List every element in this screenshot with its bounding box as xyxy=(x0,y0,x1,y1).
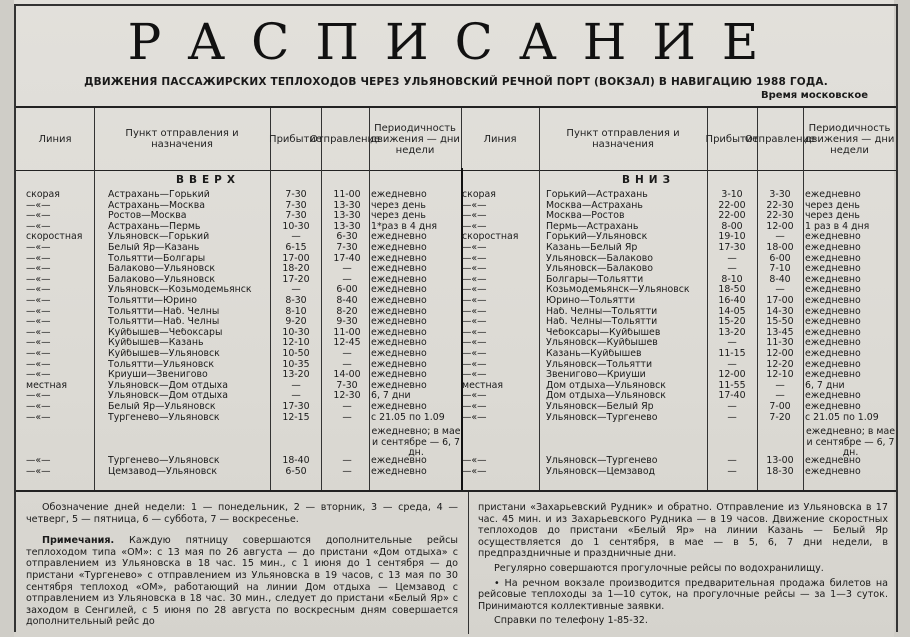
down-dep-cell: 22-30 xyxy=(766,200,794,211)
down-dep-cell: 12-00 xyxy=(766,221,794,232)
down-line-cell: —«— xyxy=(462,211,487,222)
up-line-cell: —«— xyxy=(26,317,51,328)
up-arr-cell: 6-15 xyxy=(285,243,307,253)
down-route-cell: Звенигово—Криуши xyxy=(546,370,646,381)
down-line-cell: местная xyxy=(462,380,503,391)
header-periodicity: Периодичность движения — дни недели xyxy=(369,108,462,170)
up-dep-cell: 8-20 xyxy=(336,306,358,317)
down-per-cell: ежедневно xyxy=(805,317,861,328)
down-per-cell: 6, 7 дни xyxy=(805,380,845,391)
down-line-cell: —«— xyxy=(462,200,487,211)
up-route-cell: Ростов—Москва xyxy=(108,211,187,222)
up-line-cell: —«— xyxy=(26,221,51,232)
up-arr-cell: 6-50 xyxy=(285,466,307,477)
down-line-cell: —«— xyxy=(462,349,487,359)
down-dep-cell: — xyxy=(775,391,785,402)
down-per-cell: ежедневно xyxy=(805,296,861,306)
up-per-cell: через день xyxy=(371,211,426,222)
down-arr-cell: 16-40 xyxy=(718,296,746,306)
up-line-cell: —«— xyxy=(26,466,51,477)
up-line-cell: —«— xyxy=(26,285,51,296)
down-line-cell: —«— xyxy=(462,412,487,423)
down-per-cell: ежедневно xyxy=(805,391,861,402)
up-per-cell: ежедневно xyxy=(371,243,427,253)
up-line-cell: —«— xyxy=(26,370,51,381)
up-dep-cell: — xyxy=(342,402,352,412)
up-line-cell: —«— xyxy=(26,412,51,423)
down-per-cell: через день xyxy=(805,200,860,211)
up-per-cell: ежедневно xyxy=(371,274,427,285)
up-dep-cell: 7-30 xyxy=(336,243,358,253)
down-per-cell: ежедневно xyxy=(805,285,861,296)
down-line-cell: —«— xyxy=(462,221,487,232)
down-dep-cell: 18-30 xyxy=(766,466,794,477)
down-line-cell: —«— xyxy=(462,243,487,253)
down-route-cell: Дом отдыха—Ульяновск xyxy=(546,391,666,402)
down-per-cell: ежедневно xyxy=(805,466,861,477)
up-route-cell: Ульяновск—Дом отдыха xyxy=(108,391,228,402)
up-dep-cell: — xyxy=(342,456,352,466)
up-arr-cell: 10-50 xyxy=(282,349,310,359)
down-route-cell: Москва—Астрахань xyxy=(546,200,643,211)
down-per-cell: ежедневно xyxy=(805,232,861,243)
up-line-cell: —«— xyxy=(26,211,51,222)
table-header xyxy=(16,106,896,171)
up-per-cell: ежедневно xyxy=(371,317,427,328)
up-per-cell: ежедневно xyxy=(371,296,427,306)
up-line-cell: —«— xyxy=(26,264,51,275)
down-route-cell: Ульяновск—Тургенево xyxy=(546,456,658,466)
up-route-cell: Цемзавод—Ульяновск xyxy=(108,466,218,477)
down-dep-cell: 11-30 xyxy=(766,338,794,349)
down-dep-cell: 22-30 xyxy=(766,211,794,222)
up-arr-cell: — xyxy=(291,380,301,391)
down-per-cell: ежедневно xyxy=(805,338,861,349)
down-route-cell: Ульяновск—Куйбышев xyxy=(546,338,658,349)
header-line: Линия xyxy=(16,108,95,170)
down-row xyxy=(16,370,896,381)
down-route-cell: Юрино—Тольятти xyxy=(546,296,636,306)
up-route-cell: Астрахань—Москва xyxy=(108,200,205,211)
up-route-cell: Тургенево—Ульяновск xyxy=(108,456,220,466)
up-arr-cell: 12-10 xyxy=(282,338,310,349)
down-per-cell: 1 раз в 4 дня xyxy=(805,221,870,232)
up-line-cell: —«— xyxy=(26,296,51,306)
down-line-cell: —«— xyxy=(462,253,487,264)
up-arr-cell: 8-30 xyxy=(285,296,307,306)
up-per-cell: 6, 7 дни xyxy=(371,391,411,402)
header-route: Пункт отправления и назначения xyxy=(94,108,271,170)
up-line-cell: местная xyxy=(26,380,67,391)
down-arr-cell: 11-15 xyxy=(718,349,746,359)
down-dep-cell: 8-40 xyxy=(769,274,791,285)
down-per-cell: с 21.05 по 1.09 xyxy=(805,412,879,423)
up-per-cell: ежедневно xyxy=(371,402,427,412)
down-route-cell: Чебоксары—Куйбышев xyxy=(546,327,661,338)
page-title: РАСПИСАНИЕ xyxy=(127,13,785,71)
down-row xyxy=(16,243,896,254)
up-arr-cell: 12-15 xyxy=(282,412,310,423)
down-route-cell: Горький—Астрахань xyxy=(546,190,648,200)
up-arr-cell: 7-30 xyxy=(285,190,307,200)
up-route-cell: Тольятти—Ульяновск xyxy=(108,359,215,370)
up-route-cell: Астрахань—Горький xyxy=(108,190,210,200)
down-per-cell: ежедневно xyxy=(805,349,861,359)
up-dep-cell: 13-30 xyxy=(333,221,361,232)
down-per-cell: ежедневно xyxy=(805,306,861,317)
up-route-cell: Криуши—Звенигово xyxy=(108,370,208,381)
down-arr-cell: 3-10 xyxy=(721,190,743,200)
down-periodicity-note: ежедневно; в мае и сентябре — 6, 7 дн. xyxy=(806,426,895,459)
down-per-cell: ежедневно xyxy=(805,190,861,200)
up-line-cell: —«— xyxy=(26,327,51,338)
down-row xyxy=(16,391,896,402)
down-route-cell: Ульяновск—Белый Яр xyxy=(546,402,654,412)
up-per-cell: ежедневно xyxy=(371,466,427,477)
down-line-cell: —«— xyxy=(462,456,487,466)
down-route-cell: Казань—Белый Яр xyxy=(546,243,638,253)
down-arr-cell: 12-00 xyxy=(718,370,746,381)
down-line-cell: —«— xyxy=(462,402,487,412)
down-dep-cell: 12-10 xyxy=(766,370,794,381)
down-route-cell: Ульяновск—Балаково xyxy=(546,264,654,275)
up-route-cell: Куйбышев—Казань xyxy=(108,338,204,349)
header-line-2: Линия xyxy=(461,108,540,170)
notes-text: Каждую пятницу совершаются дополнительные рейсы теплоходом типа «ОМ»: с 13 мая по 26 августа — до пристани «Дом отдыха» с отправлением из Ульяновска в 18 час. 15 мин., с 1 июня до 1 сентября — до пристани «Тургенево» с отправлением из Ульяновска в 19 часов, с 13 мая по 30 сентября теплоход «ОМ», работающий на линии Дом отдыха — Цемзавод с отправлением из Ульяновска в 18 час. 30 мин., следует до пристани «Белый Яр» с заходом в Сенгилей, с 5 июня по 28 августа по воскресным дням совершается дополнительный рейс до xyxy=(26,535,458,628)
up-route-cell: Куйбышев—Чебоксары xyxy=(108,327,223,338)
up-periodicity-note: ежедневно; в мае и сентябре — 6, 7 дн. xyxy=(371,426,461,459)
down-arr-cell: 15-20 xyxy=(718,317,746,328)
days-legend: Обозначение дней недели: 1 — понедельник, 2 — вторник, 3 — среда, 4 — четверг, 5 — пятница, 6 — суббота, 7 — воскресенье. xyxy=(26,502,458,525)
down-row xyxy=(16,190,896,201)
up-line-cell: —«— xyxy=(26,274,51,285)
down-arr-cell: 13-20 xyxy=(718,327,746,338)
up-line-cell: скорая xyxy=(26,190,60,200)
down-dep-cell: 18-00 xyxy=(766,243,794,253)
down-row xyxy=(16,264,896,275)
section-up-label: ВВЕРХ xyxy=(176,174,240,186)
up-per-cell: ежедневно xyxy=(371,338,427,349)
schedule-frame xyxy=(14,4,898,632)
page-subtitle: ДВИЖЕНИЯ ПАССАЖИРСКИХ ТЕПЛОХОДОВ ЧЕРЕЗ УЛЬЯНОВСКИЙ РЕЧНОЙ ПОРТ (ВОКЗАЛ) В НАВИГАЦИЮ 1988 ГОДА. xyxy=(84,76,828,88)
down-dep-cell: 12-20 xyxy=(766,359,794,370)
up-per-cell: ежедневно xyxy=(371,264,427,275)
up-arr-cell: — xyxy=(291,285,301,296)
up-dep-cell: 12-45 xyxy=(333,338,361,349)
up-route-cell: Тольятти—Болгары xyxy=(108,253,206,264)
down-row xyxy=(16,338,896,349)
down-dep-cell: 7-20 xyxy=(769,412,791,423)
footer-notes xyxy=(16,490,896,634)
up-arr-cell: 17-30 xyxy=(282,402,310,412)
header-periodicity-2: Периодичность движения — дни недели xyxy=(804,122,895,156)
up-per-cell: ежедневно xyxy=(371,359,427,370)
down-row xyxy=(16,201,896,212)
down-line-cell: —«— xyxy=(462,338,487,349)
down-arr-cell: 17-30 xyxy=(718,243,746,253)
up-arr-cell: 18-40 xyxy=(282,456,310,466)
down-route-cell: Казань—Куйбышев xyxy=(546,349,642,359)
down-line-cell: —«— xyxy=(462,327,487,338)
down-dep-cell: — xyxy=(775,380,785,391)
up-arr-cell: 13-20 xyxy=(282,370,310,381)
down-line-cell: —«— xyxy=(462,391,487,402)
down-per-cell: через день xyxy=(805,211,860,222)
down-per-cell: ежедневно xyxy=(805,243,861,253)
down-arr-cell: 22-00 xyxy=(718,211,746,222)
up-line-cell: —«— xyxy=(26,253,51,264)
down-dep-cell: 3-30 xyxy=(769,190,791,200)
down-arr-cell: 19-10 xyxy=(718,232,746,243)
up-line-cell: —«— xyxy=(26,402,51,412)
up-dep-cell: — xyxy=(342,466,352,477)
section-down-label: ВНИЗ xyxy=(622,174,676,186)
up-dep-cell: 11-00 xyxy=(333,190,361,200)
up-dep-cell: — xyxy=(342,359,352,370)
down-dep-cell: 14-30 xyxy=(766,306,794,317)
down-arr-cell: 18-50 xyxy=(718,285,746,296)
up-per-cell: 1*раз в 4 дня xyxy=(371,221,438,232)
up-arr-cell: 17-20 xyxy=(282,274,310,285)
up-arr-cell: 10-30 xyxy=(282,327,310,338)
up-route-cell: Астрахань—Пермь xyxy=(108,221,201,232)
down-row xyxy=(16,402,896,413)
down-dep-cell: 15-50 xyxy=(766,317,794,328)
up-arr-cell: 10-35 xyxy=(282,359,310,370)
down-dep-cell: 17-00 xyxy=(766,296,794,306)
down-row xyxy=(16,222,896,233)
up-arr-cell: — xyxy=(291,391,301,402)
up-per-cell: ежедневно xyxy=(371,380,427,391)
down-per-cell: ежедневно xyxy=(805,370,861,381)
down-row xyxy=(16,328,896,339)
down-arr-cell: — xyxy=(727,456,737,466)
down-row xyxy=(16,275,896,286)
down-line-cell: —«— xyxy=(462,306,487,317)
down-line-cell: скоростная xyxy=(462,232,519,243)
up-dep-cell: 12-30 xyxy=(333,391,361,402)
up-route-cell: Тольятти—Наб. Челны xyxy=(108,317,220,328)
down-arr-cell: 17-40 xyxy=(718,391,746,402)
up-arr-cell: 7-30 xyxy=(285,211,307,222)
down-per-cell: ежедневно xyxy=(805,359,861,370)
down-row xyxy=(16,232,896,243)
up-dep-cell: 6-30 xyxy=(336,232,358,243)
down-route-cell: Ульяновск—Балаково xyxy=(546,253,654,264)
down-route-cell: Горький—Ульяновск xyxy=(546,232,648,243)
down-per-cell: ежедневно xyxy=(805,402,861,412)
down-arr-cell: — xyxy=(727,412,737,423)
up-dep-cell: 13-30 xyxy=(333,211,361,222)
down-dep-cell: 7-00 xyxy=(769,402,791,412)
up-line-cell: —«— xyxy=(26,306,51,317)
up-dep-cell: 9-30 xyxy=(336,317,358,328)
header-departure: Отправление xyxy=(321,108,370,170)
down-route-cell: Наб. Челны—Тольятти xyxy=(546,306,658,317)
down-line-cell: —«— xyxy=(462,466,487,477)
down-line-cell: —«— xyxy=(462,264,487,275)
down-row xyxy=(16,317,896,328)
footer-left xyxy=(26,502,458,628)
down-arr-cell: — xyxy=(727,402,737,412)
down-dep-cell: — xyxy=(775,232,785,243)
down-route-cell: Дом отдыха—Ульяновск xyxy=(546,380,666,391)
down-line-cell: —«— xyxy=(462,317,487,328)
up-route-cell: Куйбышев—Ульяновск xyxy=(108,349,220,359)
down-line-cell: —«— xyxy=(462,370,487,381)
up-route-cell: Тольятти—Наб. Челны xyxy=(108,306,220,317)
down-row xyxy=(16,285,896,296)
down-row xyxy=(16,467,896,478)
up-dep-cell: — xyxy=(342,264,352,275)
down-per-cell: ежедневно xyxy=(805,253,861,264)
down-arr-cell: — xyxy=(727,338,737,349)
up-line-cell: —«— xyxy=(26,391,51,402)
down-dep-cell: 7-10 xyxy=(769,264,791,275)
down-row xyxy=(16,296,896,307)
up-per-cell: с 21.05 по 1.09 xyxy=(371,412,445,423)
up-line-cell: —«— xyxy=(26,243,51,253)
down-arr-cell: 11-55 xyxy=(718,380,746,391)
up-route-cell: Белый Яр—Казань xyxy=(108,243,200,253)
down-route-cell: Козьмодемьянск—Ульяновск xyxy=(546,285,690,296)
up-per-cell: ежедневно xyxy=(371,306,427,317)
up-dep-cell: 14-00 xyxy=(333,370,361,381)
down-arr-cell: 8-10 xyxy=(721,274,743,285)
up-arr-cell: 9-20 xyxy=(285,317,307,328)
header-route-2: Пункт отправления и назначения xyxy=(539,108,708,170)
header-departure-2: Отправление xyxy=(757,108,804,170)
up-line-cell: —«— xyxy=(26,200,51,211)
footer-divider xyxy=(468,492,469,634)
up-route-cell: Тургенево—Ульяновск xyxy=(108,412,220,423)
down-route-cell: Москва—Ростов xyxy=(546,211,625,222)
up-dep-cell: — xyxy=(342,412,352,423)
up-dep-cell: 7-30 xyxy=(336,380,358,391)
up-dep-cell: — xyxy=(342,349,352,359)
up-dep-cell: 13-30 xyxy=(333,200,361,211)
down-line-cell: —«— xyxy=(462,274,487,285)
down-line-cell: —«— xyxy=(462,359,487,370)
notes-continuation: пристани «Захарьевский Рудник» и обратно. Отправление из Ульяновска в 17 час. 45 мин. и из Захарьевского Рудника — в 19 часов. Движение скоростных теплоходов до пристани «Белый Яр» на линии Казань — Белый Яр осуществляется до 1 сентября, в мае — в 5, 6, 7 дни недели, в предпраздничные и праздничные дни. xyxy=(478,502,888,560)
notes-paragraph xyxy=(26,535,458,628)
up-route-cell: Тольятти—Юрино xyxy=(108,296,198,306)
down-dep-cell: — xyxy=(775,285,785,296)
down-row xyxy=(16,381,896,392)
up-dep-cell: 17-40 xyxy=(333,253,361,264)
down-arr-cell: — xyxy=(727,466,737,477)
up-dep-cell: — xyxy=(342,274,352,285)
ticket-note: • На речном вокзале производится предварительная продажа билетов на рейсовые теплоходы за 1—10 суток, на прогулочные рейсы — за 1—3 суток. Принимаются коллективные заявки. xyxy=(478,577,888,612)
up-per-cell: ежедневно xyxy=(371,285,427,296)
down-row xyxy=(16,307,896,318)
up-line-cell: —«— xyxy=(26,338,51,349)
down-line-cell: —«— xyxy=(462,296,487,306)
up-line-cell: —«— xyxy=(26,359,51,370)
header-arrival: Прибытие xyxy=(270,108,322,170)
down-route-cell: Наб. Челны—Тольятти xyxy=(546,317,658,328)
down-per-cell: ежедневно xyxy=(805,327,861,338)
down-dep-cell: 13-45 xyxy=(766,327,794,338)
up-line-cell: —«— xyxy=(26,456,51,466)
down-per-cell: ежедневно xyxy=(805,456,861,466)
up-dep-cell: 6-00 xyxy=(336,285,358,296)
timezone-note: Время московское xyxy=(761,90,868,101)
page-left-margin xyxy=(0,0,14,637)
up-route-cell: Ульяновск—Дом отдыха xyxy=(108,380,228,391)
down-row xyxy=(16,413,896,424)
up-arr-cell: 17-00 xyxy=(282,253,310,264)
up-per-cell: ежедневно xyxy=(371,349,427,359)
up-per-cell: ежедневно xyxy=(371,190,427,200)
down-route-cell: Ульяновск—Тольятти xyxy=(546,359,653,370)
down-arr-cell: — xyxy=(727,264,737,275)
down-dep-cell: 13-00 xyxy=(766,456,794,466)
down-per-cell: ежедневно xyxy=(805,274,861,285)
down-per-cell: ежедневно xyxy=(805,264,861,275)
down-line-cell: скорая xyxy=(462,190,496,200)
down-arr-cell: 14-05 xyxy=(718,306,746,317)
down-line-cell: —«— xyxy=(462,285,487,296)
up-dep-cell: 11-00 xyxy=(333,327,361,338)
down-row xyxy=(16,254,896,265)
up-per-cell: ежедневно xyxy=(371,456,427,466)
up-per-cell: ежедневно xyxy=(371,370,427,381)
down-row xyxy=(16,360,896,371)
down-row xyxy=(16,349,896,360)
up-arr-cell: 7-30 xyxy=(285,200,307,211)
up-route-cell: Ульяновск—Горький xyxy=(108,232,210,243)
down-dep-cell: 6-00 xyxy=(769,253,791,264)
down-route-cell: Ульяновск—Цемзавод xyxy=(546,466,656,477)
up-arr-cell: 18-20 xyxy=(282,264,310,275)
up-line-cell: —«— xyxy=(26,349,51,359)
footer-right xyxy=(478,502,888,627)
down-arr-cell: — xyxy=(727,253,737,264)
up-arr-cell: — xyxy=(291,232,301,243)
down-dep-cell: 12-00 xyxy=(766,349,794,359)
notes-label: Примечания. xyxy=(42,535,115,547)
up-line-cell: скоростная xyxy=(26,232,83,243)
up-route-cell: Ульяновск—Козьмодемьянск xyxy=(108,285,252,296)
phone-note: Справки по телефону 1-85-32. xyxy=(494,615,648,627)
down-arr-cell: 8-00 xyxy=(721,221,743,232)
up-per-cell: через день xyxy=(371,200,426,211)
up-route-cell: Балаково—Ульяновск xyxy=(108,274,216,285)
down-row xyxy=(16,211,896,222)
down-route-cell: Пермь—Астрахань xyxy=(546,221,639,232)
up-route-cell: Белый Яр—Ульяновск xyxy=(108,402,216,412)
up-dep-cell: 8-40 xyxy=(336,296,358,306)
header-arrival-2: Прибытие xyxy=(707,108,758,170)
up-per-cell: ежедневно xyxy=(371,232,427,243)
up-route-cell: Балаково—Ульяновск xyxy=(108,264,216,275)
up-per-cell: ежедневно xyxy=(371,327,427,338)
up-per-cell: ежедневно xyxy=(371,253,427,264)
down-route-cell: Ульяновск—Тургенево xyxy=(546,412,658,423)
up-arr-cell: 8-10 xyxy=(285,306,307,317)
down-arr-cell: — xyxy=(727,359,737,370)
up-arr-cell: 10-30 xyxy=(282,221,310,232)
down-arr-cell: 22-00 xyxy=(718,200,746,211)
down-route-cell: Болгары—Тольятти xyxy=(546,274,644,285)
cruise-note: Регулярно совершаются прогулочные рейсы по водохранилищу. xyxy=(494,562,824,574)
